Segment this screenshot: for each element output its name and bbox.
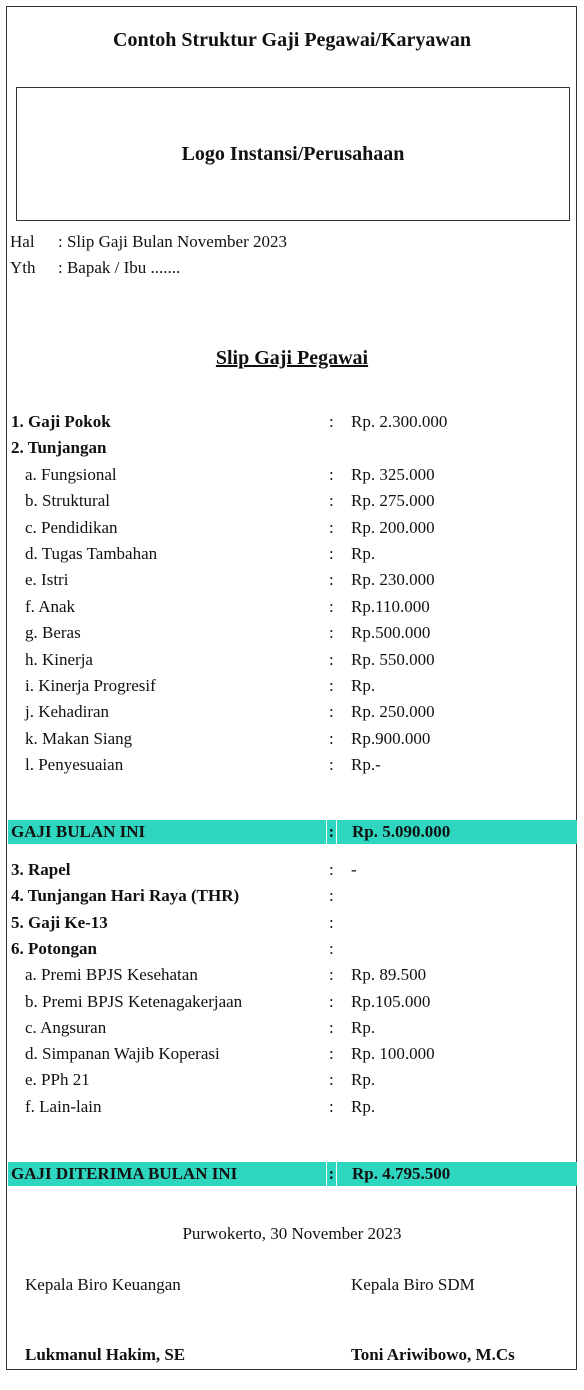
salary-row-label: i. Kinerja Progresif	[25, 676, 156, 695]
salary-row	[8, 857, 577, 883]
salary-row-label: e. Istri	[25, 570, 69, 590]
salary-row-value: Rp.	[351, 1070, 376, 1090]
salary-row	[8, 1067, 577, 1093]
salary-row-colon: :	[329, 965, 334, 985]
salary-row	[8, 726, 577, 752]
salary-row-label: c. Angsuran	[25, 1017, 107, 1037]
logo-placeholder-text: Logo Instansi/Perusahaan	[181, 142, 405, 165]
salary-row-label: j. Kehadiran	[25, 702, 110, 722]
gaji-bulan-ini-value: Rp. 5.090.000	[352, 822, 451, 841]
left-signer-name: Lukmanul Hakim, SE	[25, 1345, 186, 1364]
salary-row-value: Rp.	[351, 1017, 376, 1037]
salary-row-label: d. Simpanan Wajib Koperasi	[25, 1044, 220, 1064]
salary-row-value: Rp. 250.000	[351, 702, 435, 722]
salary-row-colon: :	[329, 912, 334, 932]
salary-row	[8, 673, 577, 699]
salary-row	[8, 567, 577, 593]
salary-row-value: Rp.	[351, 1096, 376, 1116]
salary-row-colon: :	[329, 938, 334, 958]
salary-row-value: Rp. 275.000	[351, 491, 435, 511]
salary-row	[8, 462, 577, 488]
salary-row-colon: :	[329, 412, 334, 431]
salary-row	[8, 699, 577, 725]
salary-row-label: h. Kinerja	[25, 649, 93, 669]
salary-row-value: Rp.500.000	[351, 623, 431, 643]
logo-placeholder	[16, 87, 570, 221]
salary-row	[8, 620, 577, 646]
salary-row-value: Rp. 2.300.000	[351, 412, 448, 431]
slip-title: Slip Gaji Pegawai	[215, 347, 369, 369]
left-signer-title: Kepala Biro Keuangan	[25, 1275, 181, 1294]
salary-row-label: 3. Rapel	[11, 860, 71, 879]
salary-row-colon: :	[329, 860, 334, 879]
salary-row	[8, 435, 577, 461]
place-date: Purwokerto, 30 November 2023	[182, 1224, 402, 1243]
salary-row-label: e. PPh 21	[25, 1070, 90, 1090]
salary-row-colon: :	[329, 570, 334, 590]
salary-row	[8, 647, 577, 673]
salary-row-label: g. Beras	[25, 623, 81, 643]
salary-row	[8, 1094, 577, 1120]
right-signer-title: Kepala Biro SDM	[351, 1275, 475, 1294]
salary-row-label: f. Anak	[25, 596, 76, 616]
meta-hal	[10, 232, 287, 252]
meta-yth-value: : Bapak / Ibu .......	[58, 258, 181, 277]
meta-hal-label: Hal	[10, 232, 35, 251]
salary-row-value: Rp.105.000	[351, 991, 431, 1011]
salary-row-label: 1. Gaji Pokok	[11, 412, 111, 431]
salary-row-label: b. Struktural	[25, 491, 110, 511]
salary-row-colon: :	[329, 755, 334, 775]
salary-row-value: Rp.	[351, 676, 376, 695]
right-signer-name: Toni Ariwibowo, M.Cs	[351, 1345, 515, 1364]
salary-row-colon: :	[329, 991, 334, 1011]
salary-row-colon: :	[329, 517, 334, 537]
salary-row	[8, 962, 577, 988]
salary-row-label: l. Penyesuaian	[25, 755, 124, 775]
salary-row-colon: :	[329, 1044, 334, 1064]
salary-row-label: f. Lain-lain	[25, 1096, 102, 1116]
salary-row-value: Rp.110.000	[351, 596, 430, 616]
salary-row	[8, 936, 577, 962]
salary-row-value: Rp. 100.000	[351, 1044, 435, 1064]
salary-row	[8, 989, 577, 1015]
salary-row-label: 5. Gaji Ke-13	[11, 912, 108, 932]
salary-row-colon: :	[329, 728, 334, 748]
salary-row-label: 6. Potongan	[11, 938, 97, 958]
salary-row-colon: :	[329, 886, 334, 906]
salary-row	[8, 488, 577, 514]
salary-row-value: Rp. 230.000	[351, 570, 435, 590]
salary-row-label: 2. Tunjangan	[11, 438, 107, 458]
salary-row-colon: :	[329, 491, 334, 511]
salary-row-colon: :	[329, 1017, 334, 1037]
salary-row-label: b. Premi BPJS Ketenagakerjaan	[25, 991, 243, 1011]
salary-row-colon: :	[329, 649, 334, 669]
meta-yth-label: Yth	[10, 258, 36, 277]
gaji-bulan-ini-row	[8, 820, 577, 844]
salary-row-value: Rp.	[351, 544, 376, 563]
salary-row-label: k. Makan Siang	[25, 728, 133, 748]
gaji-diterima-separator: :	[326, 1162, 337, 1186]
gaji-bulan-ini-label: GAJI BULAN INI	[11, 822, 146, 841]
salary-row-value: Rp.900.000	[351, 728, 431, 748]
gaji-diterima-value: Rp. 4.795.500	[352, 1164, 451, 1183]
meta-yth	[10, 258, 180, 278]
salary-row-colon: :	[329, 676, 334, 695]
salary-row-value: Rp. 200.000	[351, 517, 435, 537]
salary-row-value: -	[351, 860, 357, 879]
gaji-diterima-row	[8, 1162, 577, 1186]
salary-row	[8, 515, 577, 541]
salary-row-colon: :	[329, 596, 334, 616]
salary-row-label: d. Tugas Tambahan	[25, 544, 158, 563]
salary-row	[8, 541, 577, 567]
meta-hal-value: : Slip Gaji Bulan November 2023	[58, 232, 288, 251]
salary-row-label: 4. Tunjangan Hari Raya (THR)	[11, 886, 240, 906]
salary-row-value: Rp.-	[351, 755, 381, 775]
salary-row-label: a. Premi BPJS Kesehatan	[25, 965, 198, 985]
gaji-diterima-label: GAJI DITERIMA BULAN INI	[11, 1164, 238, 1183]
gaji-bulan-ini-separator: :	[326, 820, 337, 844]
salary-row-colon: :	[329, 464, 334, 484]
salary-row	[8, 1041, 577, 1067]
salary-row-value: Rp. 89.500	[351, 965, 427, 985]
salary-row-colon: :	[329, 702, 334, 722]
salary-row	[8, 1015, 577, 1041]
salary-row	[8, 409, 577, 435]
salary-row-colon: :	[329, 544, 334, 563]
salary-row-value: Rp. 550.000	[351, 649, 435, 669]
salary-row-colon: :	[329, 1070, 334, 1090]
salary-row-value: Rp. 325.000	[351, 464, 435, 484]
salary-row	[8, 752, 577, 778]
salary-row-label: c. Pendidikan	[25, 517, 118, 537]
salary-row-colon: :	[329, 623, 334, 643]
salary-row-colon: :	[329, 1096, 334, 1116]
document-title: Contoh Struktur Gaji Pegawai/Karyawan	[113, 29, 471, 51]
salary-row	[8, 594, 577, 620]
salary-row-label: a. Fungsional	[25, 464, 117, 484]
salary-row	[8, 910, 577, 936]
salary-row	[8, 883, 577, 909]
